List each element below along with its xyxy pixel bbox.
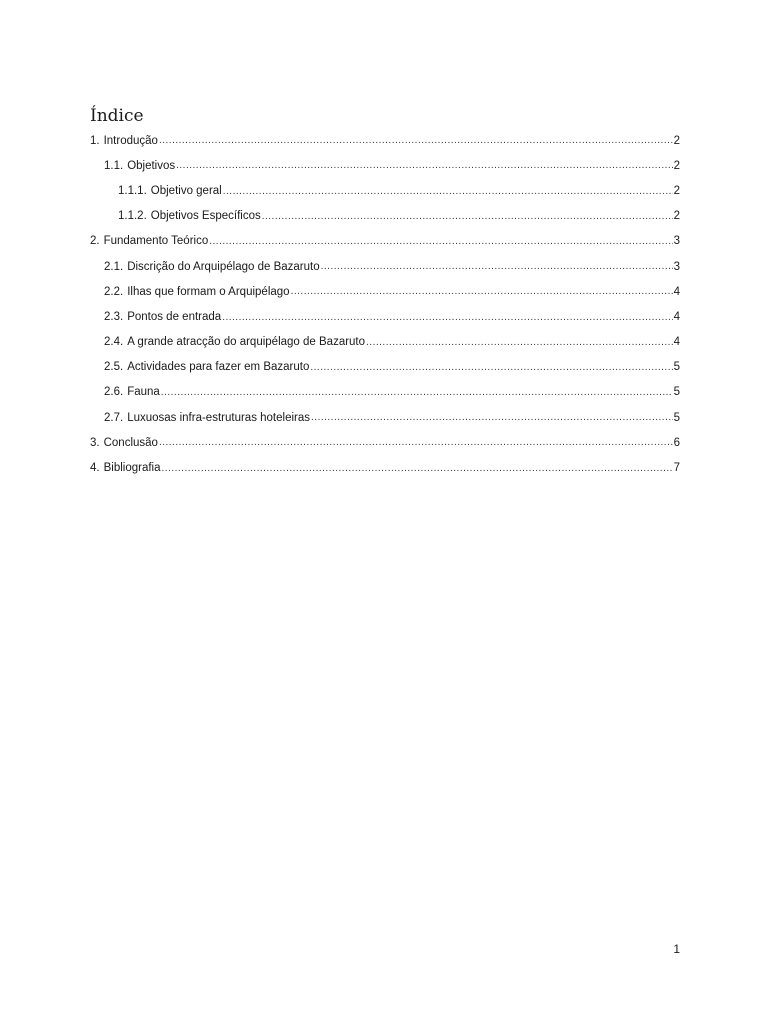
toc-entry-number: 2.3.: [104, 310, 124, 323]
toc-entry-page: 6: [673, 436, 680, 449]
toc-entry[interactable]: [90, 178, 680, 203]
toc-entry-number: 1.1.: [104, 159, 124, 172]
toc-dot-leader: [310, 363, 672, 380]
toc-entry-page: 4: [673, 285, 680, 298]
toc-entry-number: 2.6.: [104, 386, 124, 399]
toc-dot-leader: [291, 287, 673, 304]
toc-dot-leader: [366, 338, 673, 355]
toc-entry-page: 5: [673, 411, 680, 424]
toc-entry[interactable]: [90, 304, 680, 329]
toc-entry-page: 7: [673, 462, 680, 475]
toc-entry[interactable]: [90, 355, 680, 380]
toc-entry-page: 5: [673, 361, 680, 374]
toc-entry-number: 1.1.1.: [118, 184, 147, 197]
toc-entry-page: 2: [673, 210, 680, 223]
toc-dot-leader: [222, 313, 672, 330]
toc-dot-leader: [176, 161, 672, 178]
toc-entry-label: Bibliografia: [103, 462, 161, 475]
toc-entry-label: Objetivos: [127, 159, 176, 172]
toc-dot-leader: [162, 464, 673, 481]
toc-entry-label: A grande atracção do arquipélago de Bazaruto: [127, 336, 366, 349]
toc-dot-leader: [161, 388, 673, 405]
toc-entry-number: 4.: [90, 462, 100, 475]
toc-entry[interactable]: [90, 455, 680, 480]
toc-entry-label: Discrição do Arquipélago de Bazaruto: [127, 260, 320, 273]
toc-entry-number: 1.1.2.: [118, 210, 147, 223]
table-of-contents: [90, 128, 680, 481]
toc-dot-leader: [159, 438, 673, 455]
toc-entry[interactable]: [90, 204, 680, 229]
toc-entry-page: 2: [673, 184, 680, 197]
toc-entry-label: Conclusão: [103, 436, 158, 449]
toc-dot-leader: [209, 237, 672, 254]
toc-dot-leader: [311, 413, 673, 430]
toc-entry-number: 2.2.: [104, 285, 124, 298]
toc-entry-number: 3.: [90, 436, 100, 449]
toc-dot-leader: [321, 262, 673, 279]
toc-entry[interactable]: [90, 430, 680, 455]
toc-entry-label: Fundamento Teórico: [103, 235, 209, 248]
toc-entry-page: 3: [673, 260, 680, 273]
toc-entry[interactable]: [90, 380, 680, 405]
toc-entry-label: Fauna: [127, 386, 160, 399]
toc-entry-page: 2: [673, 159, 680, 172]
toc-entry-label: Objetivo geral: [150, 184, 222, 197]
toc-entry-number: 2.: [90, 235, 100, 248]
toc-entry-page: 4: [673, 336, 680, 349]
toc-entry[interactable]: [90, 229, 680, 254]
toc-entry-page: 2: [673, 134, 680, 147]
toc-entry-label: Ilhas que formam o Arquipélago: [127, 285, 290, 298]
toc-entry-page: 4: [673, 310, 680, 323]
toc-entry-number: 1.: [90, 134, 100, 147]
toc-dot-leader: [223, 187, 673, 204]
toc-title: Índice: [90, 106, 144, 126]
toc-entry-label: Objetivos Específicos: [150, 210, 261, 223]
toc-entry[interactable]: [90, 330, 680, 355]
toc-entry[interactable]: [90, 254, 680, 279]
toc-entry-label: Actividades para fazer em Bazaruto: [127, 361, 310, 374]
toc-entry[interactable]: [90, 128, 680, 153]
toc-entry[interactable]: [90, 279, 680, 304]
toc-entry-label: Luxuosas infra-estruturas hoteleiras: [127, 411, 311, 424]
toc-entry-page: 5: [673, 386, 680, 399]
toc-entry-label: Introdução: [103, 134, 158, 147]
toc-entry[interactable]: [90, 405, 680, 430]
toc-entry-number: 2.5.: [104, 361, 124, 374]
toc-entry-page: 3: [673, 235, 680, 248]
toc-dot-leader: [159, 136, 673, 153]
toc-entry-number: 2.1.: [104, 260, 124, 273]
toc-entry-number: 2.7.: [104, 411, 124, 424]
toc-entry-label: Pontos de entrada: [127, 310, 222, 323]
toc-dot-leader: [262, 212, 673, 229]
toc-entry[interactable]: [90, 153, 680, 178]
page-number: 1: [673, 942, 680, 956]
toc-entry-number: 2.4.: [104, 336, 124, 349]
